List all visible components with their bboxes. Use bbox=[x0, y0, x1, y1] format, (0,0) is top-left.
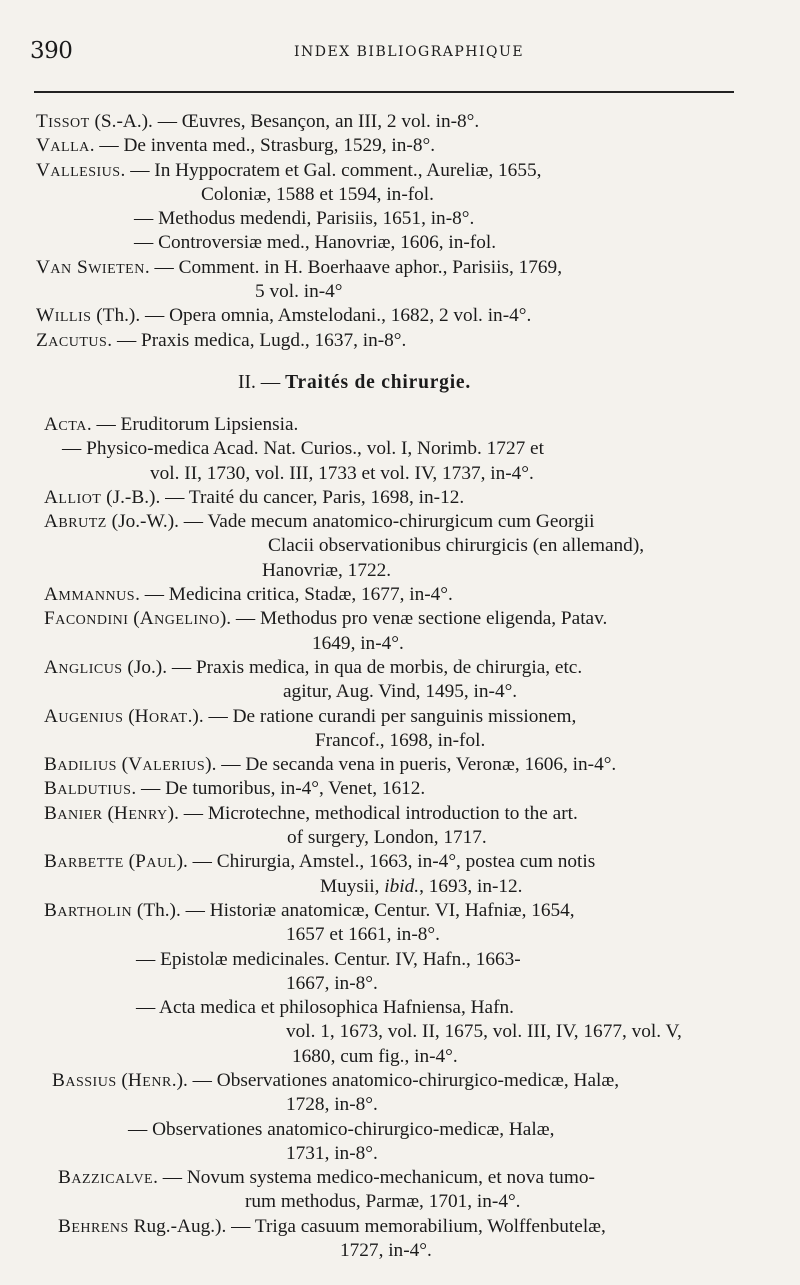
entry-text: Acta medica et philosophica Hafniensa, Hafn. bbox=[155, 997, 514, 1019]
entry-line bbox=[0, 972, 800, 996]
entry-text: ( bbox=[123, 851, 136, 873]
entry-author: Horat bbox=[134, 705, 188, 727]
entry-line bbox=[0, 1239, 800, 1263]
entry-text: agitur, Aug. Vind, 1495, in-4°. bbox=[283, 681, 518, 703]
entry-text: 1727, in-4°. bbox=[340, 1240, 432, 1262]
entry-text: — bbox=[134, 232, 154, 254]
entry-line bbox=[0, 1166, 800, 1190]
bibliography-content bbox=[0, 110, 800, 1263]
entry-text: — bbox=[136, 948, 156, 970]
entry-line bbox=[0, 680, 800, 704]
entry-line bbox=[0, 729, 800, 753]
entry-text: 5 vol. in-4° bbox=[255, 281, 343, 303]
entry-author: Vallesius bbox=[36, 159, 121, 181]
entry-text: . — Comment. in H. Boerhaave aphor., Parisiis, 1769, bbox=[144, 256, 563, 278]
entry-line bbox=[0, 777, 800, 801]
running-head: INDEX BIBLIOGRAPHIQUE bbox=[294, 44, 525, 60]
entry-text: — bbox=[134, 208, 154, 230]
entry-line bbox=[0, 948, 800, 972]
entry-text: ). — Chirurgia, Amstel., 1663, in-4°, postea cum notis bbox=[176, 851, 596, 873]
entry-text: — bbox=[62, 438, 82, 460]
entry-text: vol. 1, 1673, vol. II, 1675, vol. III, IV, 1677, vol. V, bbox=[286, 1021, 682, 1043]
entry-line bbox=[0, 134, 800, 158]
entry-line bbox=[0, 413, 800, 437]
entry-text: , 1693, in-12. bbox=[419, 875, 523, 897]
entry-text: — bbox=[136, 997, 156, 1019]
entry-text: ( bbox=[116, 754, 129, 776]
entry-text: (Th.). — Historiæ anatomicæ, Centur. VI, Hafniæ, 1654, bbox=[132, 899, 575, 921]
entry-author: Barbette bbox=[44, 851, 124, 873]
entry-text: ). — Microtechne, methodical introduction to the art. bbox=[167, 802, 578, 824]
entry-text: ( bbox=[116, 1069, 128, 1091]
entry-line bbox=[0, 996, 800, 1020]
entry-text: Coloniæ, 1588 et 1594, in-fol. bbox=[201, 183, 434, 205]
entry-text: vol. II, 1730, vol. III, 1733 et vol. IV, 1737, in-4°. bbox=[150, 462, 534, 484]
entry-text: 1667, in-8°. bbox=[286, 972, 378, 994]
entry-line bbox=[0, 656, 800, 680]
entry-text: 1680, cum fig., in-4°. bbox=[292, 1045, 458, 1067]
entry-author: Anglicus bbox=[44, 656, 123, 678]
entry-text: Hanovriæ, 1722. bbox=[262, 559, 392, 581]
entry-author: Tissot bbox=[36, 111, 90, 132]
entry-author: Bassius bbox=[52, 1069, 117, 1091]
entry-author: Baldutius bbox=[44, 778, 132, 800]
entry-text: . — Medicina critica, Stadæ, 1677, in-4°. bbox=[135, 584, 453, 606]
entry-text: (Jo.-W.). — Vade mecum anatomico-chirurgicum cum Georgii bbox=[106, 511, 595, 533]
entry-text: ( bbox=[123, 705, 135, 727]
entry-text: Francof., 1698, in-fol. bbox=[315, 729, 486, 751]
entry-text: ). — Methodus pro venæ sectione eligenda, Patav. bbox=[219, 608, 608, 630]
entry-line bbox=[0, 1045, 800, 1069]
entry-author: Badilius bbox=[44, 754, 117, 776]
entry-author: Paul bbox=[135, 851, 177, 873]
entry-line bbox=[0, 1093, 800, 1117]
entry-text: 1657 et 1661, in-8°. bbox=[286, 924, 440, 946]
entry-text: 1728, in-8°. bbox=[286, 1094, 378, 1116]
entry-line bbox=[0, 207, 800, 231]
entry-author: Valerius bbox=[128, 754, 206, 776]
entry-line bbox=[0, 1020, 800, 1044]
section-title: Traités de chirurgie. bbox=[285, 371, 472, 393]
entry-text: ibid. bbox=[384, 875, 420, 897]
entry-line bbox=[0, 559, 800, 583]
entry-text: Clacii observationibus chirurgicis (en allemand), bbox=[268, 535, 645, 557]
entry-text: (Th.). — Opera omnia, Amstelodani., 1682, 2 vol. in-4°. bbox=[91, 305, 532, 327]
entry-author: Facondini bbox=[44, 608, 129, 630]
entry-author: Zacutus bbox=[36, 329, 108, 351]
entry-line bbox=[0, 899, 800, 923]
entry-line bbox=[0, 850, 800, 874]
entry-author: Angelino bbox=[139, 608, 220, 630]
entry-text: ( bbox=[128, 608, 140, 630]
bibliography-block-general bbox=[0, 110, 800, 353]
entry-line bbox=[0, 1118, 800, 1142]
entry-line bbox=[0, 183, 800, 207]
entry-text: . — Eruditorum Lipsiensia. bbox=[86, 413, 299, 435]
entry-text: (J.-B.). — Traité du cancer, Paris, 1698, in-12. bbox=[101, 486, 465, 508]
entry-line bbox=[0, 462, 800, 486]
entry-author: Willis bbox=[36, 305, 92, 327]
entry-text: Physico-medica Acad. Nat. Curios., vol. I, Norimb. 1727 et bbox=[81, 438, 544, 460]
entry-line bbox=[0, 110, 800, 134]
bibliography-block-surgery bbox=[0, 413, 800, 1263]
entry-line bbox=[0, 753, 800, 777]
entry-line bbox=[0, 607, 800, 631]
section-heading bbox=[0, 359, 800, 407]
entry-line bbox=[0, 1190, 800, 1214]
entry-text: . — De inventa med., Strasburg, 1529, in-8°. bbox=[89, 135, 436, 157]
entry-line bbox=[0, 486, 800, 510]
entry-text: of surgery, London, 1717. bbox=[287, 827, 487, 849]
entry-line bbox=[0, 583, 800, 607]
entry-author: Augenius bbox=[44, 705, 124, 727]
section-number: II. — bbox=[238, 371, 281, 393]
entry-author: Henry bbox=[113, 802, 168, 824]
entry-author: Bazzicalve bbox=[58, 1167, 154, 1189]
entry-text: ). — De secanda vena in pueris, Veronæ, 1606, in-4°. bbox=[205, 754, 617, 776]
entry-author: Valla bbox=[36, 135, 90, 157]
entry-text: (Jo.). — Praxis medica, in qua de morbis, de chirurgia, etc. bbox=[122, 656, 583, 678]
entry-line bbox=[0, 510, 800, 534]
page-header bbox=[30, 38, 760, 68]
entry-text: Controversiæ med., Hanovriæ, 1606, in-fol. bbox=[153, 232, 497, 254]
entry-text: . — Novum systema medico-mechanicum, et nova tumo- bbox=[153, 1167, 595, 1189]
entry-line bbox=[0, 923, 800, 947]
entry-line bbox=[0, 437, 800, 461]
entry-line bbox=[0, 280, 800, 304]
entry-text: Rug.-Aug.). — Triga casuum memorabilium, Wolffenbutelæ, bbox=[128, 1215, 606, 1237]
entry-text: Epistolæ medicinales. Centur. IV, Hafn., 1663- bbox=[155, 948, 521, 970]
entry-text: Muysii, bbox=[320, 875, 385, 897]
entry-line bbox=[0, 632, 800, 656]
entry-line bbox=[0, 1215, 800, 1239]
entry-text: . — Praxis medica, Lugd., 1637, in-8°. bbox=[107, 329, 407, 351]
entry-text: .). — Observationes anatomico-chirurgico-medicæ, Halæ, bbox=[171, 1069, 620, 1091]
page-number: 390 bbox=[30, 38, 73, 64]
entry-text: Observationes anatomico-chirurgico-medicæ, Halæ, bbox=[147, 1118, 555, 1140]
header-rule bbox=[34, 91, 734, 93]
entry-author: Abrutz bbox=[44, 511, 107, 533]
entry-author: Alliot bbox=[44, 486, 102, 508]
entry-text: . — In Hyppocratem et Gal. comment., Aureliæ, 1655, bbox=[120, 159, 542, 181]
entry-author: Banier bbox=[44, 802, 103, 824]
entry-text: Methodus medendi, Parisiis, 1651, in-8°. bbox=[153, 208, 475, 230]
entry-line bbox=[0, 159, 800, 183]
entry-text: rum methodus, Parmæ, 1701, in-4°. bbox=[245, 1191, 521, 1213]
entry-line bbox=[0, 1142, 800, 1166]
entry-line bbox=[0, 329, 800, 353]
entry-author: Ammannus bbox=[44, 584, 136, 606]
entry-author: Henr bbox=[127, 1069, 172, 1091]
entry-text: (S.-A.). — Œuvres, Besançon, an III, 2 vol. in-8°. bbox=[89, 111, 480, 132]
entry-line bbox=[0, 826, 800, 850]
entry-text: 1731, in-8°. bbox=[286, 1142, 378, 1164]
entry-text: .). — De ratione curandi per sanguinis missionem, bbox=[187, 705, 577, 727]
entry-line bbox=[0, 875, 800, 899]
entry-text: ( bbox=[102, 802, 114, 824]
entry-author: Van Swieten bbox=[36, 256, 145, 278]
entry-line bbox=[0, 705, 800, 729]
entry-text: 1649, in-4°. bbox=[312, 632, 404, 654]
entry-line bbox=[0, 802, 800, 826]
entry-line bbox=[0, 534, 800, 558]
entry-author: Bartholin bbox=[44, 899, 133, 921]
entry-line bbox=[0, 304, 800, 328]
entry-line bbox=[0, 1069, 800, 1093]
entry-text: . — De tumoribus, in-4°, Venet, 1612. bbox=[131, 778, 426, 800]
entry-line bbox=[0, 256, 800, 280]
entry-author: Acta bbox=[44, 413, 87, 435]
entry-author: Behrens bbox=[58, 1215, 129, 1237]
entry-text: — bbox=[128, 1118, 148, 1140]
entry-line bbox=[0, 231, 800, 255]
